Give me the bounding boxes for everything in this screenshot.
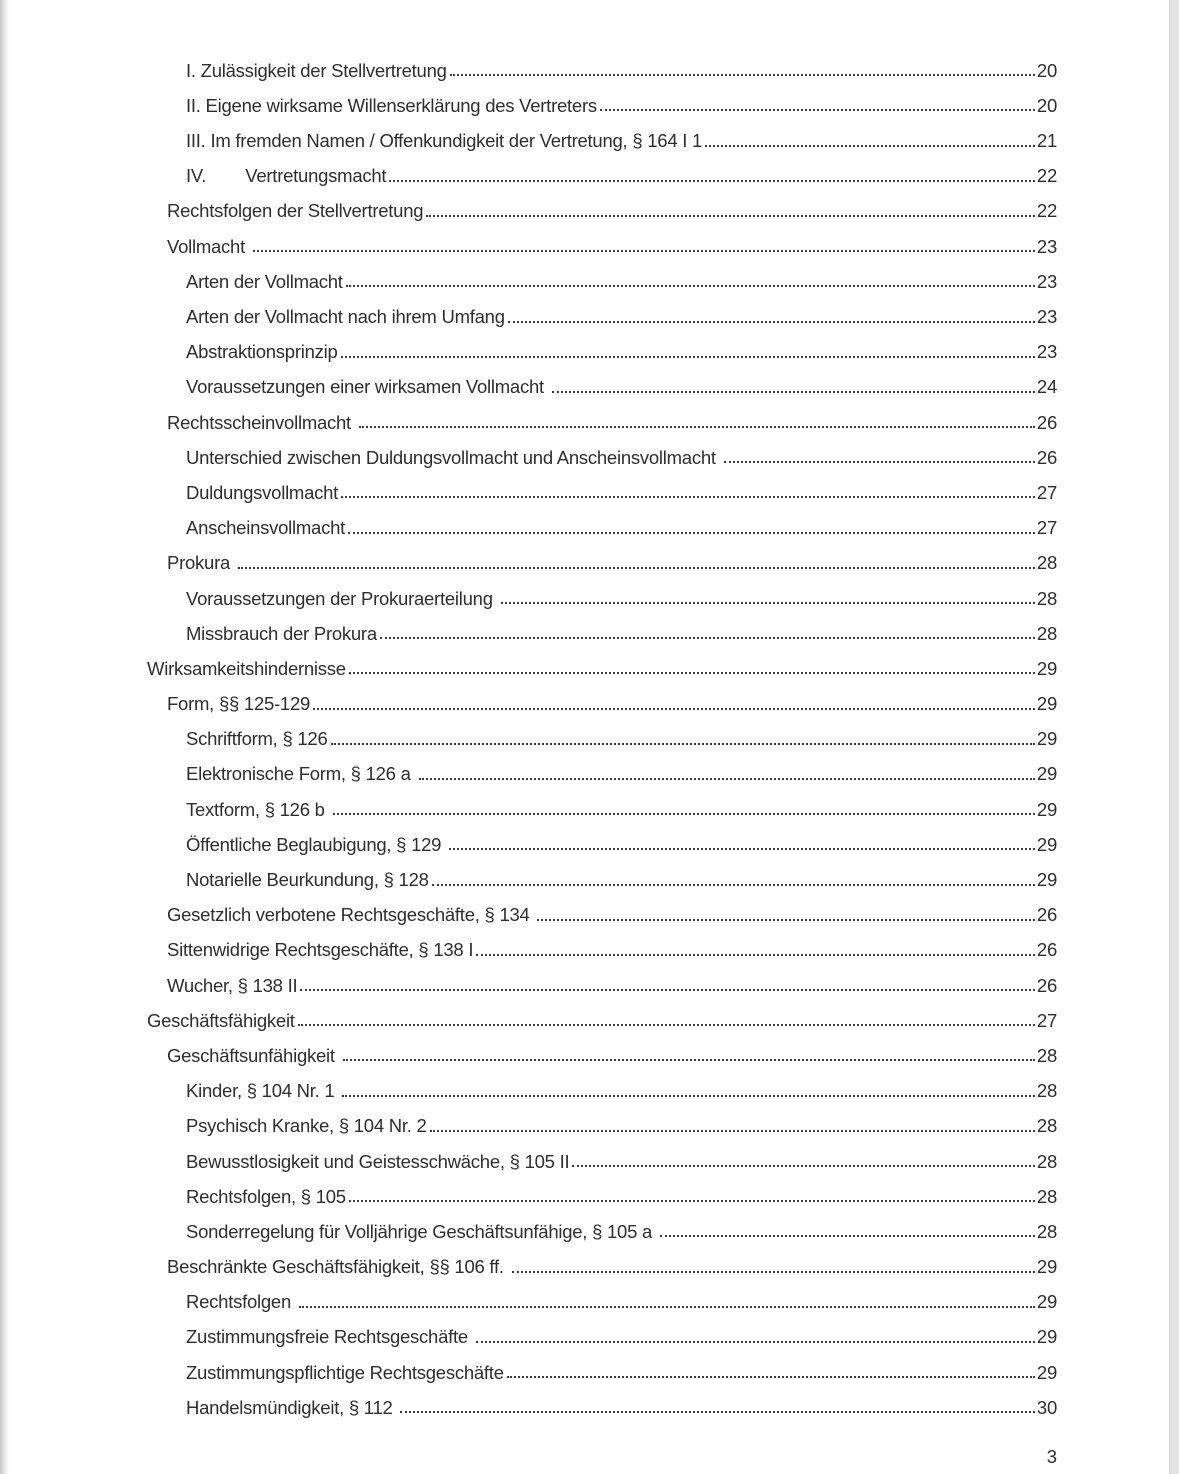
toc-entry[interactable] xyxy=(186,264,1057,299)
toc-dot-leader xyxy=(400,1411,1034,1413)
toc-dot-leader xyxy=(331,743,1035,745)
toc-dot-leader xyxy=(476,1341,1035,1343)
toc-entry[interactable] xyxy=(186,1144,1057,1179)
toc-dot-leader xyxy=(342,1095,1035,1097)
toc-entry[interactable] xyxy=(186,1355,1057,1390)
toc-entry[interactable] xyxy=(167,1249,1057,1284)
toc-entry-title: Anscheinsvollmacht xyxy=(186,517,345,539)
toc-entry-page-number: 20 xyxy=(1036,59,1057,81)
toc-entry-title: Elektronische Form, § 126 a xyxy=(186,763,416,785)
toc-dot-leader xyxy=(343,1059,1035,1061)
toc-entry-title: III. Im fremden Namen / Offenkundigkeit der Vertretung, § 164 I 1 xyxy=(186,130,703,152)
toc-dot-leader xyxy=(724,461,1035,463)
toc-entry-title: Missbrauch der Prokura xyxy=(186,622,377,644)
toc-entry[interactable] xyxy=(186,792,1057,827)
toc-entry-page-number: 23 xyxy=(1036,235,1057,257)
toc-entry-title: Geschäftsunfähigkeit xyxy=(167,1044,340,1066)
toc-dot-leader xyxy=(660,1235,1035,1237)
toc-entry-page-number: 29 xyxy=(1036,728,1057,750)
toc-entry-page-number: 20 xyxy=(1036,94,1057,116)
toc-entry-page-number: 29 xyxy=(1036,1291,1057,1313)
toc-dot-leader xyxy=(430,1130,1035,1132)
toc-entry[interactable] xyxy=(186,757,1057,792)
toc-dot-leader xyxy=(501,602,1035,604)
toc-entry[interactable] xyxy=(186,1179,1057,1214)
toc-entry-page-number: 28 xyxy=(1036,1185,1057,1207)
toc-entry-title: Schriftform, § 126 xyxy=(186,728,328,750)
toc-entry-title: Gesetzlich verbotene Rechtsgeschäfte, § 134 xyxy=(167,904,535,926)
toc-entry[interactable] xyxy=(186,88,1057,123)
toc-entry-page-number: 26 xyxy=(1036,939,1057,961)
toc-dot-leader xyxy=(238,567,1035,569)
page-number: 3 xyxy=(1046,1446,1057,1467)
toc-entry-title: Beschränkte Geschäftsfähigkeit, §§ 106 ff. xyxy=(167,1256,509,1278)
toc-entry[interactable] xyxy=(147,1003,1057,1038)
toc-entry[interactable] xyxy=(186,123,1057,158)
toc-entry-title: Duldungsvollmacht xyxy=(186,481,339,503)
toc-entry[interactable] xyxy=(186,370,1057,405)
toc-dot-leader xyxy=(600,109,1035,111)
toc-entry-page-number: 22 xyxy=(1036,165,1057,187)
toc-entry[interactable] xyxy=(186,475,1057,510)
toc-entry[interactable] xyxy=(186,510,1057,545)
toc-entry[interactable] xyxy=(167,405,1057,440)
toc-dot-leader xyxy=(507,1376,1035,1378)
toc-entry-title: Rechtsfolgen, § 105 xyxy=(186,1185,346,1207)
toc-dot-leader xyxy=(419,778,1035,780)
toc-entry-title: Öffentliche Beglaubigung, § 129 xyxy=(186,833,447,855)
toc-entry-page-number: 23 xyxy=(1036,270,1057,292)
toc-entry-page-number: 29 xyxy=(1036,869,1057,890)
toc-entry[interactable] xyxy=(186,722,1057,757)
toc-entry[interactable] xyxy=(167,898,1057,933)
toc-entry[interactable] xyxy=(167,546,1057,581)
toc-entry-page-number: 29 xyxy=(1036,1361,1057,1383)
toc-dot-leader xyxy=(298,1024,1035,1026)
toc-entry[interactable] xyxy=(186,1073,1057,1108)
toc-entry-page-number: 26 xyxy=(1036,411,1057,433)
toc-entry-title: Rechtsfolgen xyxy=(186,1291,296,1313)
toc-dot-leader xyxy=(299,1306,1035,1308)
toc-entry-title: Handelsmündigkeit, § 112 xyxy=(186,1396,398,1418)
toc-entry-title: Form, §§ 125-129 xyxy=(167,693,311,715)
table-of-contents xyxy=(0,53,1057,1425)
toc-entry-title: Voraussetzungen einer wirksamen Vollmacht xyxy=(186,376,549,398)
toc-entry-title: Geschäftsfähigkeit xyxy=(147,1009,295,1031)
toc-dot-leader xyxy=(426,215,1035,217)
toc-entry-page-number: 26 xyxy=(1036,904,1057,926)
toc-entry-title: Unterschied zwischen Duldungsvollmacht und Anscheinsvollmacht xyxy=(186,446,721,468)
toc-entry-title: Vollmacht xyxy=(167,235,250,257)
toc-entry[interactable] xyxy=(186,335,1057,370)
toc-entry-title: Zustimmungsfreie Rechtsgeschäfte xyxy=(186,1326,473,1348)
toc-entry-page-number: 28 xyxy=(1036,1150,1057,1172)
toc-entry-title: Voraussetzungen der Prokuraerteilung xyxy=(186,587,498,609)
toc-entry-page-number: 29 xyxy=(1036,798,1057,820)
toc-dot-leader xyxy=(313,708,1035,710)
toc-entry-page-number: 29 xyxy=(1036,693,1057,715)
toc-dot-leader xyxy=(253,250,1035,252)
toc-entry-title: Abstraktionsprinzip xyxy=(186,341,338,363)
toc-dot-leader xyxy=(389,180,1035,182)
toc-entry-page-number: 28 xyxy=(1036,1115,1057,1137)
toc-entry[interactable] xyxy=(186,581,1057,616)
toc-dot-leader xyxy=(349,672,1035,674)
toc-dot-leader xyxy=(380,637,1035,639)
toc-entry-title: Rechtsscheinvollmacht xyxy=(167,411,356,433)
toc-dot-leader xyxy=(476,954,1035,956)
toc-entry-title: Rechtsfolgen der Stellvertretung xyxy=(167,200,424,222)
toc-entry-title: Kinder, § 104 Nr. 1 xyxy=(186,1080,340,1102)
toc-entry-title: Textform, § 126 b xyxy=(186,798,330,820)
toc-entry-page-number: 28 xyxy=(1036,1044,1057,1066)
toc-entry-page-number: 27 xyxy=(1036,1009,1057,1031)
toc-entry[interactable] xyxy=(186,1390,1057,1425)
toc-dot-leader xyxy=(705,145,1035,147)
toc-entry-page-number: 22 xyxy=(1036,200,1057,222)
toc-entry[interactable] xyxy=(186,1109,1057,1144)
toc-entry-page-number: 28 xyxy=(1036,622,1057,644)
viewer-background-right-band xyxy=(1169,0,1179,1474)
toc-entry-page-number: 27 xyxy=(1036,481,1057,503)
toc-dot-leader xyxy=(300,989,1035,991)
toc-dot-leader xyxy=(359,426,1035,428)
toc-entry[interactable] xyxy=(167,968,1057,1003)
toc-dot-leader xyxy=(432,884,1035,886)
toc-entry[interactable] xyxy=(167,1038,1057,1073)
toc-entry[interactable] xyxy=(186,299,1057,334)
toc-entry[interactable] xyxy=(186,1214,1057,1249)
toc-entry-title: Sonderregelung für Volljährige Geschäftsunfähige, § 105 a xyxy=(186,1220,657,1242)
toc-entry[interactable] xyxy=(186,53,1057,88)
toc-dot-leader xyxy=(349,1200,1035,1202)
toc-entry[interactable] xyxy=(147,651,1057,686)
toc-entry-title: Wucher, § 138 II xyxy=(167,974,298,996)
toc-entry[interactable] xyxy=(167,229,1057,264)
toc-entry-title: Arten der Vollmacht nach ihrem Umfang xyxy=(186,306,505,327)
toc-dot-leader xyxy=(449,848,1035,850)
toc-dot-leader xyxy=(512,1271,1035,1273)
toc-entry-page-number: 24 xyxy=(1036,376,1057,398)
toc-entry-title: Psychisch Kranke, § 104 Nr. 2 xyxy=(186,1115,427,1137)
toc-entry-title: Wirksamkeitshindernisse xyxy=(147,657,346,679)
toc-entry-page-number: 30 xyxy=(1036,1396,1057,1418)
toc-entry-title: IV. Vertretungsmacht xyxy=(186,165,387,187)
toc-entry-page-number: 28 xyxy=(1036,1220,1057,1242)
toc-entry-title: II. Eigene wirksame Willenserklärung des Vertreters xyxy=(186,94,597,116)
toc-dot-leader xyxy=(346,285,1035,287)
toc-entry-title: Sittenwidrige Rechtsgeschäfte, § 138 I xyxy=(167,939,474,961)
toc-entry[interactable] xyxy=(186,1320,1057,1355)
toc-entry-page-number: 28 xyxy=(1036,587,1057,609)
toc-entry-page-number: 29 xyxy=(1036,1326,1057,1348)
toc-entry[interactable] xyxy=(186,440,1057,475)
toc-entry[interactable] xyxy=(167,933,1057,968)
toc-entry[interactable] xyxy=(186,862,1057,897)
toc-entry-page-number: 29 xyxy=(1036,763,1057,785)
toc-entry-title: Bewusstlosigkeit und Geistesschwäche, § 105 II xyxy=(186,1150,570,1172)
toc-entry-page-number: 26 xyxy=(1036,974,1057,996)
toc-entry[interactable] xyxy=(186,827,1057,862)
toc-entry-page-number: 23 xyxy=(1036,341,1057,363)
toc-dot-leader xyxy=(341,356,1035,358)
toc-dot-leader xyxy=(537,919,1034,921)
toc-dot-leader xyxy=(341,496,1035,498)
toc-entry-page-number: 29 xyxy=(1036,833,1057,855)
toc-entry-page-number: 26 xyxy=(1036,446,1057,468)
toc-dot-leader xyxy=(450,74,1035,76)
toc-entry-page-number: 29 xyxy=(1036,1256,1057,1278)
toc-entry-title: Arten der Vollmacht xyxy=(186,270,343,292)
toc-entry-page-number: 28 xyxy=(1036,1080,1057,1102)
toc-entry-title: Notarielle Beurkundung, § 128 xyxy=(186,869,429,890)
toc-entry-page-number: 23 xyxy=(1036,306,1057,327)
toc-entry-title: Zustimmungspflichtige Rechtsgeschäfte xyxy=(186,1361,504,1383)
toc-entry[interactable] xyxy=(186,159,1057,194)
toc-dot-leader xyxy=(572,1165,1035,1167)
toc-entry-title: Prokura xyxy=(167,552,235,574)
toc-dot-leader xyxy=(508,321,1035,323)
toc-dot-leader xyxy=(348,532,1035,534)
toc-entry[interactable] xyxy=(167,686,1057,721)
toc-dot-leader xyxy=(333,813,1035,815)
toc-entry[interactable] xyxy=(186,616,1057,651)
toc-entry-page-number: 27 xyxy=(1036,517,1057,539)
toc-entry[interactable] xyxy=(186,1285,1057,1320)
toc-entry-page-number: 29 xyxy=(1036,657,1057,679)
toc-entry[interactable] xyxy=(167,194,1057,229)
toc-entry-page-number: 28 xyxy=(1036,552,1057,574)
toc-entry-page-number: 21 xyxy=(1036,130,1057,152)
toc-dot-leader xyxy=(552,391,1035,393)
toc-entry-title: I. Zulässigkeit der Stellvertretung xyxy=(186,59,447,81)
